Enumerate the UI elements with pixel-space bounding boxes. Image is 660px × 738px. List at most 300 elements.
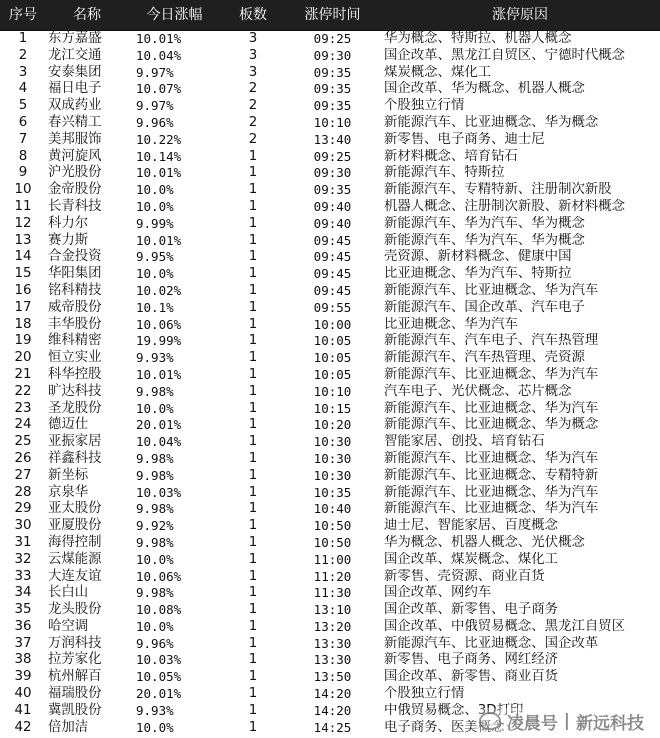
cell-time: 09:35 xyxy=(313,98,352,114)
header-name: 名称 xyxy=(73,7,101,23)
cell-name: 福瑞股份 xyxy=(48,686,102,702)
cell-index: 36 xyxy=(14,618,32,634)
table-row xyxy=(0,132,660,149)
cell-reason: 壳资源、新材料概念、健康中国 xyxy=(384,249,572,265)
cell-boards: 1 xyxy=(248,635,258,651)
cell-time: 09:45 xyxy=(313,282,352,298)
table-row xyxy=(0,165,660,182)
cell-index: 5 xyxy=(18,98,28,114)
cell-change: 9.96% xyxy=(136,114,174,130)
cell-boards: 1 xyxy=(248,165,258,181)
header-index: 序号 xyxy=(9,7,37,23)
cell-change: 10.0% xyxy=(136,719,174,735)
cell-change: 10.0% xyxy=(136,198,174,214)
cell-index: 3 xyxy=(18,64,28,80)
cell-change: 10.04% xyxy=(136,47,182,63)
table-row xyxy=(0,417,660,434)
cell-boards: 3 xyxy=(248,31,258,46)
cell-reason: 新能源汽车、汽车热管理、壳资源 xyxy=(384,350,585,366)
cell-boards: 1 xyxy=(248,333,258,349)
cell-time: 13:30 xyxy=(313,635,352,651)
watermark xyxy=(475,708,648,734)
cell-time: 09:45 xyxy=(313,266,352,282)
cell-name: 沪光股份 xyxy=(48,165,102,181)
cell-change: 10.01% xyxy=(136,165,182,181)
cell-time: 10:35 xyxy=(313,484,352,500)
cell-reason: 国企改革、中俄贸易概念、黑龙江自贸区 xyxy=(384,618,626,634)
table-body xyxy=(0,31,660,736)
cell-time: 10:30 xyxy=(313,450,352,466)
cell-index: 31 xyxy=(14,534,32,550)
cell-change: 19.99% xyxy=(136,333,182,349)
cell-name: 亚厦股份 xyxy=(48,518,102,534)
cell-reason: 智能家居、创投、培育钻石 xyxy=(384,434,545,450)
cell-index: 22 xyxy=(14,383,32,399)
cell-boards: 1 xyxy=(248,350,258,366)
cell-reason: 国企改革、华为概念、机器人概念 xyxy=(384,81,585,97)
table-row xyxy=(0,652,660,669)
cell-index: 33 xyxy=(14,568,32,584)
table-row xyxy=(0,31,660,48)
cell-index: 20 xyxy=(14,350,32,366)
cell-boards: 1 xyxy=(248,484,258,500)
cell-index: 17 xyxy=(14,299,32,315)
cell-index: 16 xyxy=(14,282,32,298)
cell-boards: 3 xyxy=(248,64,258,80)
cell-name: 德迈仕 xyxy=(48,417,89,433)
cell-time: 09:35 xyxy=(313,81,352,97)
table-row xyxy=(0,602,660,619)
table-row xyxy=(0,317,660,334)
cell-time: 09:25 xyxy=(313,31,352,46)
cell-name: 双成药业 xyxy=(48,98,102,114)
cell-reason: 迪士尼、智能家居、百度概念 xyxy=(384,518,559,534)
cell-time: 10:10 xyxy=(313,383,352,399)
table-row xyxy=(0,451,660,468)
cell-change: 10.1% xyxy=(136,299,174,315)
cell-reason: 国企改革、网约车 xyxy=(384,585,492,601)
cell-reason: 中俄贸易概念、3D打印 xyxy=(384,702,524,718)
cell-boards: 1 xyxy=(248,702,258,718)
cell-reason: 新能源汽车、比亚迪概念、国企改革 xyxy=(384,635,599,651)
cell-index: 2 xyxy=(18,47,28,63)
table-row xyxy=(0,552,660,569)
cell-index: 40 xyxy=(14,686,32,702)
cell-change: 10.03% xyxy=(136,652,182,668)
cell-boards: 1 xyxy=(248,669,258,685)
cell-change: 9.98% xyxy=(136,501,174,517)
cell-boards: 1 xyxy=(248,148,258,164)
cell-reason: 汽车电子、光伏概念、芯片概念 xyxy=(384,383,572,399)
cell-reason: 机器人概念、注册制次新股、新材料概念 xyxy=(384,198,626,214)
cell-change: 9.97% xyxy=(136,64,174,80)
cell-time: 14:25 xyxy=(313,719,352,735)
cell-boards: 1 xyxy=(248,299,258,315)
cell-boards: 1 xyxy=(248,400,258,416)
cell-boards: 1 xyxy=(248,534,258,550)
cell-time: 09:35 xyxy=(313,182,352,198)
cell-change: 10.0% xyxy=(136,618,174,634)
cell-index: 18 xyxy=(14,316,32,332)
cell-change: 9.98% xyxy=(136,450,174,466)
cell-boards: 1 xyxy=(248,366,258,382)
cell-boards: 1 xyxy=(248,266,258,282)
cell-time: 11:30 xyxy=(313,585,352,601)
cell-boards: 1 xyxy=(248,249,258,265)
cell-name: 维科精密 xyxy=(48,333,102,349)
cell-time: 10:00 xyxy=(313,316,352,332)
table-row xyxy=(0,48,660,65)
cell-change: 9.98% xyxy=(136,585,174,601)
cell-index: 8 xyxy=(18,148,28,164)
table-row xyxy=(0,98,660,115)
cell-reason: 新能源汽车、比亚迪概念、华为概念 xyxy=(384,417,599,433)
cell-index: 6 xyxy=(18,114,28,130)
table-row xyxy=(0,115,660,132)
cell-index: 21 xyxy=(14,366,32,382)
cell-time: 10:50 xyxy=(313,518,352,534)
cell-name: 新坐标 xyxy=(48,467,89,483)
cell-boards: 2 xyxy=(248,81,258,97)
cell-reason: 新能源汽车、专精特新、注册制次新股 xyxy=(384,182,612,198)
cell-boards: 1 xyxy=(248,215,258,231)
cell-reason: 华为概念、特斯拉、机器人概念 xyxy=(384,31,572,46)
cell-boards: 1 xyxy=(248,450,258,466)
cell-reason: 新能源汽车、比亚迪概念、华为概念 xyxy=(384,114,599,130)
cell-change: 10.03% xyxy=(136,484,182,500)
cell-name: 福日电子 xyxy=(48,81,102,97)
cell-change: 10.07% xyxy=(136,81,182,97)
cell-time: 09:45 xyxy=(313,232,352,248)
cell-name: 倍加洁 xyxy=(48,719,89,735)
cell-index: 37 xyxy=(14,635,32,651)
cell-time: 13:10 xyxy=(313,602,352,618)
cell-change: 10.14% xyxy=(136,148,182,164)
cell-time: 10:05 xyxy=(313,366,352,382)
cell-time: 09:45 xyxy=(313,249,352,265)
cell-reason: 新零售、壳资源、商业百货 xyxy=(384,568,545,584)
cell-boards: 1 xyxy=(248,232,258,248)
cell-name: 冀凯股份 xyxy=(48,702,102,718)
cell-time: 09:40 xyxy=(313,198,352,214)
cell-time: 14:20 xyxy=(313,686,352,702)
cell-reason: 国企改革、新零售、商业百货 xyxy=(384,669,559,685)
cell-reason: 个股独立行情 xyxy=(384,98,465,114)
cell-time: 10:40 xyxy=(313,501,352,517)
table-row xyxy=(0,384,660,401)
cell-index: 7 xyxy=(18,131,28,147)
cell-boards: 1 xyxy=(248,652,258,668)
table-row xyxy=(0,182,660,199)
cell-reason: 新能源汽车、华为汽车、华为概念 xyxy=(384,215,585,231)
cell-name: 东方嘉盛 xyxy=(48,31,102,46)
cell-change: 10.06% xyxy=(136,568,182,584)
cell-boards: 1 xyxy=(248,551,258,567)
cell-index: 27 xyxy=(14,467,32,483)
cell-name: 京泉华 xyxy=(48,484,89,500)
cell-time: 13:20 xyxy=(313,618,352,634)
cell-index: 38 xyxy=(14,652,32,668)
table-row xyxy=(0,300,660,317)
cell-time: 09:25 xyxy=(313,148,352,164)
cell-reason: 比亚迪概念、华为汽车 xyxy=(384,316,518,332)
cell-reason: 新能源汽车、比亚迪概念、华为汽车 xyxy=(384,450,599,466)
table-row xyxy=(0,249,660,266)
cell-time: 10:30 xyxy=(313,467,352,483)
cell-time: 11:20 xyxy=(313,568,352,584)
cell-index: 29 xyxy=(14,501,32,517)
cell-name: 杭州解百 xyxy=(48,669,102,685)
cell-reason: 新能源汽车、比亚迪概念、华为汽车 xyxy=(384,400,599,416)
cell-index: 24 xyxy=(14,417,32,433)
cell-index: 15 xyxy=(14,266,32,282)
cell-reason: 新能源汽车、国企改革、汽车电子 xyxy=(384,299,585,315)
cell-boards: 1 xyxy=(248,282,258,298)
cell-time: 13:40 xyxy=(313,131,352,147)
header-time: 涨停时间 xyxy=(304,7,361,23)
cell-change: 9.98% xyxy=(136,534,174,550)
cell-name: 亚太股份 xyxy=(48,501,102,517)
cell-change: 20.01% xyxy=(136,417,182,433)
cell-boards: 1 xyxy=(248,585,258,601)
table-row xyxy=(0,535,660,552)
table-row xyxy=(0,149,660,166)
cell-index: 1 xyxy=(18,31,28,46)
cell-name: 圣龙股份 xyxy=(48,400,102,416)
cell-change: 9.95% xyxy=(136,249,174,265)
cell-index: 12 xyxy=(14,215,32,231)
table-row xyxy=(0,266,660,283)
cell-change: 10.0% xyxy=(136,400,174,416)
cell-reason: 新能源汽车、比亚迪概念、专精特新 xyxy=(384,467,599,483)
cell-time: 09:30 xyxy=(313,47,352,63)
cell-name: 安泰集团 xyxy=(48,64,102,80)
cell-change: 10.0% xyxy=(136,551,174,567)
cell-reason: 新能源汽车、特斯拉 xyxy=(384,165,505,181)
cell-time: 10:20 xyxy=(313,417,352,433)
cell-boards: 2 xyxy=(248,98,258,114)
cell-name: 合金投资 xyxy=(48,249,102,265)
cell-change: 10.01% xyxy=(136,366,182,382)
cell-time: 10:50 xyxy=(313,534,352,550)
table-row xyxy=(0,434,660,451)
cell-name: 科力尔 xyxy=(48,215,89,231)
cell-name: 亚振家居 xyxy=(48,434,102,450)
circle-logo-icon xyxy=(479,712,501,730)
cell-name: 万润科技 xyxy=(48,635,102,651)
table-row xyxy=(0,468,660,485)
cell-boards: 1 xyxy=(248,618,258,634)
cell-name: 海得控制 xyxy=(48,534,102,550)
cell-name: 威帝股份 xyxy=(48,299,102,315)
table-row xyxy=(0,283,660,300)
cell-time: 13:50 xyxy=(313,669,352,685)
table-row xyxy=(0,216,660,233)
cell-time: 14:20 xyxy=(313,702,352,718)
cell-reason: 个股独立行情 xyxy=(384,686,465,702)
cell-time: 09:40 xyxy=(313,215,352,231)
cell-index: 42 xyxy=(14,719,32,735)
cell-boards: 1 xyxy=(248,316,258,332)
cell-index: 34 xyxy=(14,585,32,601)
header-reason: 涨停原因 xyxy=(492,7,548,23)
cell-index: 26 xyxy=(14,450,32,466)
cell-time: 13:30 xyxy=(313,652,352,668)
cell-index: 19 xyxy=(14,333,32,349)
cell-index: 30 xyxy=(14,518,32,534)
cell-change: 9.98% xyxy=(136,467,174,483)
cell-reason: 国企改革、黑龙江自贸区、宁德时代概念 xyxy=(384,47,626,63)
cell-index: 4 xyxy=(18,81,28,97)
table-row xyxy=(0,233,660,250)
cell-index: 23 xyxy=(14,400,32,416)
cell-time: 10:05 xyxy=(313,350,352,366)
cell-change: 9.98% xyxy=(136,383,174,399)
cell-reason: 新能源汽车、比亚迪概念、华为汽车 xyxy=(384,282,599,298)
cell-name: 长青科技 xyxy=(48,198,102,214)
table-row xyxy=(0,619,660,636)
cell-reason: 煤炭概念、煤化工 xyxy=(384,64,492,80)
cell-name: 金帝股份 xyxy=(48,182,102,198)
cell-name: 祥鑫科技 xyxy=(48,450,102,466)
header-change: 今日涨幅 xyxy=(146,7,203,23)
cell-name: 赛力斯 xyxy=(48,232,89,248)
cell-time: 09:55 xyxy=(313,299,352,315)
cell-change: 10.0% xyxy=(136,266,174,282)
header-boards: 板数 xyxy=(239,7,267,23)
cell-change: 20.01% xyxy=(136,686,182,702)
watermark-text-2: 新远科技 xyxy=(576,713,644,734)
watermark-separator: | xyxy=(563,711,570,731)
cell-boards: 1 xyxy=(248,518,258,534)
table-row xyxy=(0,81,660,98)
cell-change: 10.08% xyxy=(136,602,182,618)
cell-time: 11:00 xyxy=(313,551,352,567)
table-row xyxy=(0,367,660,384)
cell-change: 10.04% xyxy=(136,434,182,450)
cell-index: 13 xyxy=(14,232,32,248)
table-row xyxy=(0,669,660,686)
cell-boards: 1 xyxy=(248,602,258,618)
cell-name: 黄河旋风 xyxy=(48,148,102,164)
table-row xyxy=(0,686,660,703)
cell-change: 9.93% xyxy=(136,702,174,718)
cell-index: 41 xyxy=(14,702,32,718)
cell-boards: 1 xyxy=(248,417,258,433)
cell-name: 春兴精工 xyxy=(48,114,102,130)
cell-time: 10:30 xyxy=(313,434,352,450)
table-row xyxy=(0,65,660,82)
cell-reason: 国企改革、新零售、电子商务 xyxy=(384,602,559,618)
table-row xyxy=(0,199,660,216)
table-row xyxy=(0,518,660,535)
cell-change: 10.06% xyxy=(136,316,182,332)
cell-name: 丰华股份 xyxy=(48,316,102,332)
cell-boards: 1 xyxy=(248,434,258,450)
table-row xyxy=(0,501,660,518)
cell-name: 拉芳家化 xyxy=(48,652,102,668)
cell-reason: 新能源汽车、汽车电子、汽车热管理 xyxy=(384,333,599,349)
cell-reason: 新能源汽车、华为汽车、华为概念 xyxy=(384,232,585,248)
cell-name: 长白山 xyxy=(48,585,89,601)
cell-boards: 1 xyxy=(248,568,258,584)
cell-name: 大连友谊 xyxy=(48,568,102,584)
cell-change: 9.99% xyxy=(136,215,174,231)
cell-name: 铭科精技 xyxy=(48,282,102,298)
cell-change: 10.05% xyxy=(136,669,182,685)
cell-reason: 新能源汽车、比亚迪概念、华为汽车 xyxy=(384,484,599,500)
cell-change: 10.01% xyxy=(136,31,182,46)
cell-change: 9.93% xyxy=(136,350,174,366)
cell-reason: 国企改革、煤炭概念、煤化工 xyxy=(384,551,559,567)
cell-change: 10.0% xyxy=(136,182,174,198)
cell-time: 10:05 xyxy=(313,333,352,349)
cell-name: 龙江交通 xyxy=(48,47,102,63)
cell-change: 10.22% xyxy=(136,131,182,147)
cell-name: 龙头股份 xyxy=(48,602,102,618)
cell-change: 10.02% xyxy=(136,282,182,298)
cell-index: 32 xyxy=(14,551,32,567)
cell-name: 旷达科技 xyxy=(48,383,102,399)
cell-time: 10:15 xyxy=(313,400,352,416)
cell-time: 09:35 xyxy=(313,64,352,80)
cell-name: 云煤能源 xyxy=(48,551,102,567)
cell-name: 华阳集团 xyxy=(48,266,102,282)
cell-boards: 1 xyxy=(248,686,258,702)
cell-name: 科华控股 xyxy=(48,366,102,382)
cell-boards: 1 xyxy=(248,182,258,198)
cell-boards: 2 xyxy=(248,114,258,130)
cell-time: 09:30 xyxy=(313,165,352,181)
cell-boards: 1 xyxy=(248,383,258,399)
table-row xyxy=(0,569,660,586)
table-header xyxy=(0,0,660,31)
cell-boards: 2 xyxy=(248,131,258,147)
cell-index: 14 xyxy=(14,249,32,265)
cell-index: 11 xyxy=(14,198,32,214)
cell-boards: 1 xyxy=(248,198,258,214)
cell-change: 9.97% xyxy=(136,98,174,114)
cell-index: 25 xyxy=(14,434,32,450)
cell-change: 9.96% xyxy=(136,635,174,651)
cell-reason: 新零售、电子商务、网红经济 xyxy=(384,652,559,668)
cell-index: 10 xyxy=(14,182,32,198)
cell-boards: 1 xyxy=(248,719,258,735)
cell-reason: 新材料概念、培育钻石 xyxy=(384,148,518,164)
watermark-text-1: 凌晨号 xyxy=(506,713,558,734)
cell-name: 恒立实业 xyxy=(48,350,102,366)
cell-name: 美邦服饰 xyxy=(48,131,102,147)
table-row xyxy=(0,333,660,350)
cell-change: 10.01% xyxy=(136,232,182,248)
cell-reason: 华为概念、机器人概念、光伏概念 xyxy=(384,534,585,550)
cell-reason: 比亚迪概念、华为汽车、特斯拉 xyxy=(384,266,572,282)
cell-reason: 新能源汽车、比亚迪概念、华为汽车 xyxy=(384,366,599,382)
cell-index: 9 xyxy=(18,165,28,181)
cell-index: 39 xyxy=(14,669,32,685)
cell-reason: 电子商务、医美概念 xyxy=(384,719,505,735)
cell-change: 9.92% xyxy=(136,518,174,534)
table-row xyxy=(0,636,660,653)
cell-index: 35 xyxy=(14,602,32,618)
cell-reason: 新零售、电子商务、迪士尼 xyxy=(384,131,545,147)
table-row xyxy=(0,350,660,367)
table-row xyxy=(0,585,660,602)
table-row xyxy=(0,485,660,502)
cell-time: 10:10 xyxy=(313,114,352,130)
cell-boards: 1 xyxy=(248,501,258,517)
cell-name: 哈空调 xyxy=(48,618,89,634)
